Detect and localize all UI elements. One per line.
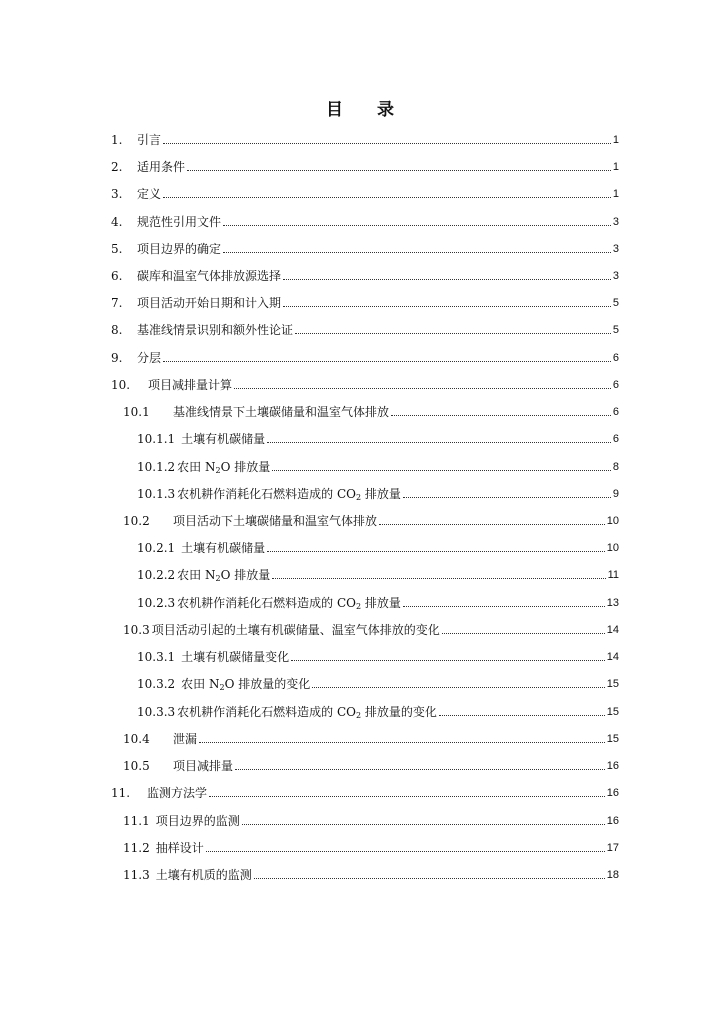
toc-entry-number: 4. bbox=[111, 215, 123, 229]
toc-entry[interactable] bbox=[123, 809, 619, 829]
toc-entry-label: 项目边界的确定 bbox=[137, 242, 222, 256]
toc-entry-page: 13 bbox=[606, 597, 619, 609]
toc-entry-number: 10.2 bbox=[123, 514, 150, 528]
toc-entry-number: 10.1.3 bbox=[137, 487, 176, 501]
toc-entry-page: 17 bbox=[606, 842, 619, 854]
toc-entry[interactable] bbox=[123, 836, 619, 856]
toc-entry[interactable] bbox=[137, 455, 619, 475]
toc-entry-number: 10.1.1 bbox=[137, 432, 176, 446]
toc-entry-page: 6 bbox=[612, 352, 619, 364]
toc-entry-number: 10.5 bbox=[123, 759, 150, 773]
toc-entry[interactable] bbox=[111, 182, 619, 202]
toc-entry[interactable] bbox=[111, 264, 619, 284]
toc-entry[interactable] bbox=[111, 373, 619, 393]
dot-leader bbox=[187, 170, 611, 171]
dot-leader bbox=[254, 878, 605, 879]
toc-entry-page: 10 bbox=[606, 515, 619, 527]
toc-entry-label: 农机耕作消耗化石燃料造成的 $CO_2$ 排放量的变化 bbox=[177, 705, 437, 720]
toc-entry-page: 1 bbox=[612, 134, 619, 146]
toc-entry-label: 项目活动引起的土壤有机碳储量、温室气体排放的变化 bbox=[151, 623, 440, 637]
toc-entry-number: 3. bbox=[111, 187, 123, 201]
dot-leader bbox=[391, 415, 611, 416]
toc-entry-label: 项目边界的监测 bbox=[155, 814, 240, 828]
toc-entry[interactable] bbox=[137, 591, 619, 611]
toc-entry-page: 14 bbox=[606, 624, 619, 636]
toc-entry-page: 16 bbox=[606, 760, 619, 772]
toc-entry-label: 农田 $N_2O$ 排放量的变化 bbox=[181, 677, 311, 692]
toc-entry[interactable] bbox=[111, 291, 619, 311]
toc-entry-page: 1 bbox=[612, 161, 619, 173]
dot-leader bbox=[272, 578, 605, 579]
toc-entry[interactable] bbox=[123, 618, 619, 638]
dot-leader bbox=[283, 306, 611, 307]
dot-leader bbox=[199, 742, 605, 743]
toc-entry-label: 农机耕作消耗化石燃料造成的 $CO_2$ 排放量 bbox=[177, 596, 401, 611]
toc-entry-label: 定义 bbox=[137, 187, 162, 201]
toc-entry-number: 10.1.2 bbox=[137, 460, 176, 474]
toc-entry-page: 14 bbox=[606, 651, 619, 663]
toc-entry-number: 10.3 bbox=[123, 623, 150, 637]
toc-entry-page: 5 bbox=[612, 297, 619, 309]
toc-entry-page: 15 bbox=[606, 706, 619, 718]
toc-entry-number: 10. bbox=[111, 378, 131, 392]
dot-leader bbox=[163, 361, 611, 362]
toc-entry[interactable] bbox=[137, 645, 619, 665]
dot-leader bbox=[267, 442, 611, 443]
toc-entry-number: 11.1 bbox=[123, 814, 150, 828]
toc-entry[interactable] bbox=[137, 427, 619, 447]
toc-entry[interactable] bbox=[111, 781, 619, 801]
toc-entry-label: 适用条件 bbox=[137, 160, 186, 174]
toc-entry[interactable] bbox=[137, 700, 619, 720]
toc-entry-label: 引言 bbox=[137, 133, 162, 147]
toc-entry-number: 10.2.3 bbox=[137, 596, 176, 610]
toc-entry-number: 1. bbox=[111, 133, 123, 147]
toc-entry-label: 项目减排量计算 bbox=[148, 378, 233, 392]
toc-entry-number: 10.4 bbox=[123, 732, 150, 746]
dot-leader bbox=[272, 470, 611, 471]
toc-entry-label: 项目活动下土壤碳储量和温室气体排放 bbox=[173, 514, 378, 528]
toc-entry-label: 土壤有机质的监测 bbox=[155, 868, 252, 882]
toc-entry-number: 11.2 bbox=[123, 841, 150, 855]
toc-entry-number: 6. bbox=[111, 269, 123, 283]
toc-entry-label: 抽样设计 bbox=[155, 841, 204, 855]
toc-entry-label: 碳库和温室气体排放源选择 bbox=[137, 269, 282, 283]
dot-leader bbox=[295, 333, 611, 334]
toc-entry[interactable] bbox=[111, 318, 619, 338]
dot-leader bbox=[267, 551, 605, 552]
toc-entry-page: 11 bbox=[607, 569, 619, 581]
toc-entry-number: 7. bbox=[111, 296, 123, 310]
dot-leader bbox=[291, 660, 605, 661]
toc-entry-page: 15 bbox=[606, 678, 619, 690]
dot-leader bbox=[234, 388, 611, 389]
toc-entry-label: 泄漏 bbox=[173, 732, 198, 746]
toc-entry-label: 项目活动开始日期和计入期 bbox=[137, 296, 282, 310]
toc-entry-page: 3 bbox=[612, 270, 619, 282]
toc-entry-number: 11.3 bbox=[123, 868, 150, 882]
dot-leader bbox=[403, 606, 605, 607]
toc-entry-label: 项目减排量 bbox=[173, 759, 234, 773]
toc-entry-number: 5. bbox=[111, 242, 123, 256]
dot-leader bbox=[283, 279, 611, 280]
toc-entry-page: 15 bbox=[606, 733, 619, 745]
dot-leader bbox=[223, 225, 611, 226]
toc-entry[interactable] bbox=[123, 400, 619, 420]
toc-entry-page: 1 bbox=[612, 188, 619, 200]
toc-entry-page: 8 bbox=[612, 461, 619, 473]
toc-entry[interactable] bbox=[123, 754, 619, 774]
dot-leader bbox=[163, 143, 611, 144]
toc-entry[interactable] bbox=[137, 672, 619, 692]
toc-entry-page: 10 bbox=[606, 542, 619, 554]
toc-entry-label: 规范性引用文件 bbox=[137, 215, 222, 229]
toc-entry[interactable] bbox=[123, 727, 619, 747]
toc-entry-label: 监测方法学 bbox=[147, 786, 208, 800]
toc-entry[interactable] bbox=[111, 155, 619, 175]
dot-leader bbox=[442, 633, 605, 634]
dot-leader bbox=[223, 252, 611, 253]
toc-entry[interactable] bbox=[123, 863, 619, 883]
toc-entry-page: 6 bbox=[612, 433, 619, 445]
toc-entry-label: 基准线情景识别和额外性论证 bbox=[137, 323, 294, 337]
toc-entry-label: 农机耕作消耗化石燃料造成的 $CO_2$ 排放量 bbox=[177, 487, 401, 502]
toc-entry[interactable] bbox=[137, 482, 619, 502]
toc-entry-number: 10.3.2 bbox=[137, 677, 176, 691]
dot-leader bbox=[209, 796, 605, 797]
toc-entry-page: 18 bbox=[606, 869, 619, 881]
toc-entry-label: 土壤有机碳储量 bbox=[181, 541, 266, 555]
toc-entry-number: 10.2.1 bbox=[137, 541, 176, 555]
dot-leader bbox=[403, 497, 611, 498]
toc-entry-page: 6 bbox=[612, 406, 619, 418]
dot-leader bbox=[242, 824, 605, 825]
toc-entry-page: 16 bbox=[606, 787, 619, 799]
toc-entry[interactable] bbox=[111, 128, 619, 148]
toc-entry[interactable] bbox=[111, 346, 619, 366]
toc-entry-page: 5 bbox=[612, 324, 619, 336]
toc-entry[interactable] bbox=[123, 509, 619, 529]
toc-entry-number: 10.2.2 bbox=[137, 568, 176, 582]
dot-leader bbox=[379, 524, 605, 525]
dot-leader bbox=[206, 851, 605, 852]
toc-entry[interactable] bbox=[137, 536, 619, 556]
toc-entry-label: 土壤有机碳储量变化 bbox=[181, 650, 290, 664]
toc-entry-label: 基准线情景下土壤碳储量和温室气体排放 bbox=[173, 405, 390, 419]
dot-leader bbox=[235, 769, 605, 770]
toc-entry-page: 16 bbox=[606, 815, 619, 827]
toc-entry-number: 10.1 bbox=[123, 405, 150, 419]
toc-entry-number: 8. bbox=[111, 323, 123, 337]
toc-entry-label: 土壤有机碳储量 bbox=[181, 432, 266, 446]
toc-entry[interactable] bbox=[111, 237, 619, 257]
toc-entry-label: 分层 bbox=[137, 351, 162, 365]
dot-leader bbox=[439, 715, 605, 716]
toc-entry-number: 2. bbox=[111, 160, 123, 174]
toc-entry[interactable] bbox=[111, 210, 619, 230]
toc-entry-page: 3 bbox=[612, 216, 619, 228]
toc-entry-page: 6 bbox=[612, 379, 619, 391]
toc-entry-number: 10.3.1 bbox=[137, 650, 176, 664]
toc-entry-label: 农田 $N_2O$ 排放量 bbox=[177, 568, 271, 583]
toc-entry-page: 9 bbox=[612, 488, 619, 500]
toc-entry[interactable] bbox=[137, 563, 619, 583]
toc-entry-number: 10.3.3 bbox=[137, 705, 176, 719]
dot-leader bbox=[312, 687, 605, 688]
toc-title: 目 录 bbox=[326, 100, 408, 120]
toc-entry-number: 11. bbox=[111, 786, 131, 800]
dot-leader bbox=[163, 197, 611, 198]
toc-entry-label: 农田 $N_2O$ 排放量 bbox=[177, 460, 271, 475]
toc-entry-page: 3 bbox=[612, 243, 619, 255]
toc-entry-number: 9. bbox=[111, 351, 123, 365]
